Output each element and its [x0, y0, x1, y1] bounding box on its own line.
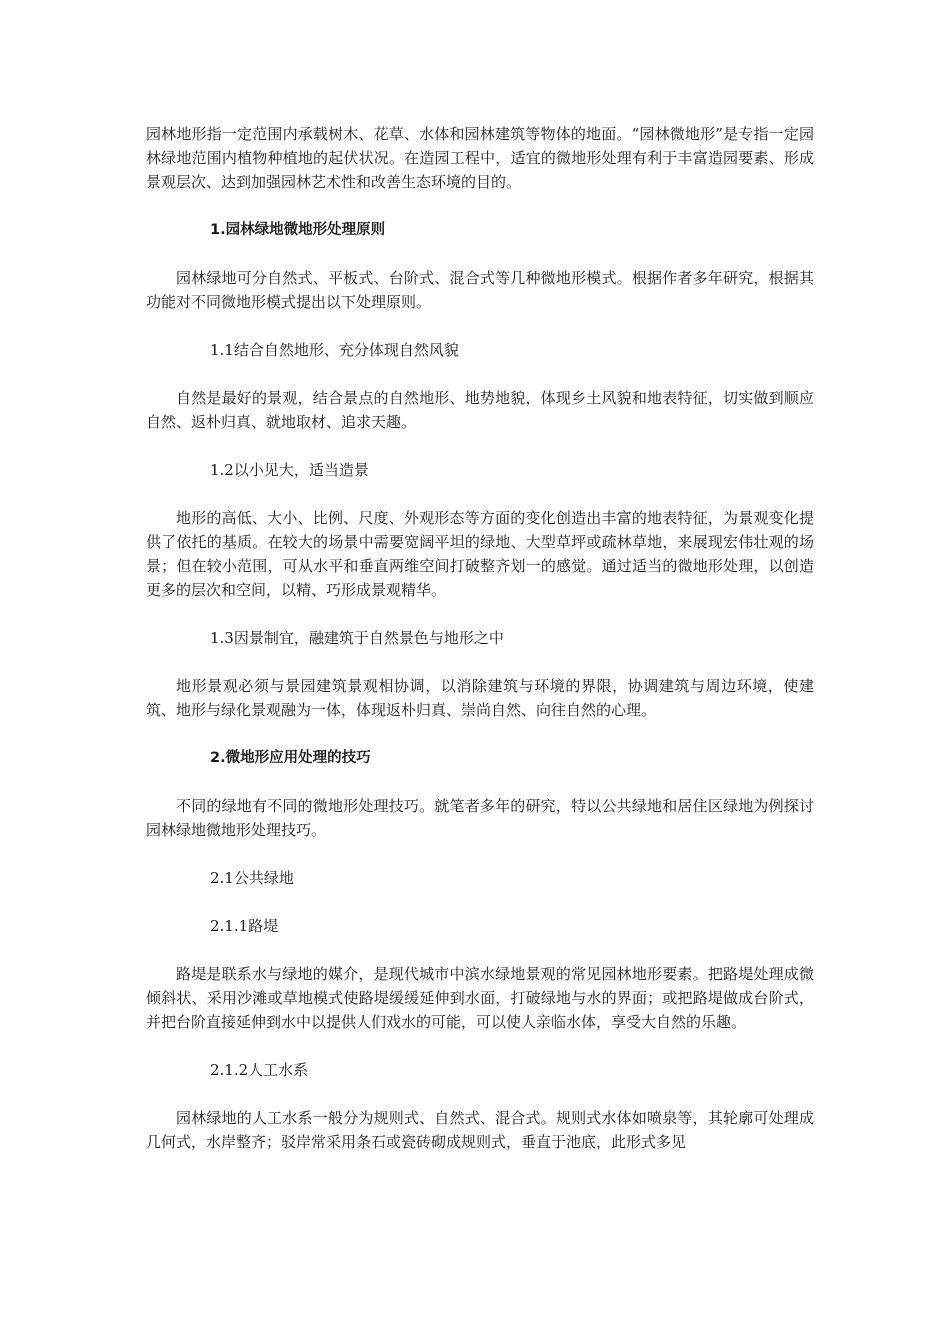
intro-paragraph: 园林地形指一定范围内承载树木、花草、水体和园林建筑等物体的地面。“园林微地形”是专指一定园林绿地范围内植物种植地的起伏状况。在造园工程中，适宜的微地形处理有利于丰富造园要素、形成景观层次、达到加强园林艺术性和改善生态环境的目的。: [146, 125, 814, 191]
section-heading-2: 2.微地形应用处理的技巧: [210, 750, 371, 766]
document-body: [146, 122, 814, 1154]
subsection-heading-2-1-2: 2.1.2人工水系: [210, 1061, 309, 1079]
subsection-heading-2-1-1: 2.1.1路堤: [210, 917, 279, 935]
subsection-heading-1-3: 1.3因景制宜，融建筑于自然景色与地形之中: [210, 629, 504, 647]
section-2-paragraph: 不同的绿地有不同的微地形处理技巧。就笔者多年的研究，特以公共绿地和居住区绿地为例探讨园林绿地微地形处理技巧。: [146, 797, 814, 839]
subsection-2-1-2-paragraph: 园林绿地的人工水系一般分为规则式、自然式、混合式。规则式水体如喷泉等，其轮廓可处理成几何式，水岸整齐；驳岸常采用条石或瓷砖砌成规则式，垂直于池底，此形式多见: [146, 1109, 814, 1151]
subsection-heading-1-2: 1.2以小见大，适当造景: [210, 461, 369, 479]
subsection-1-3-paragraph: 地形景观必须与景园建筑景观相协调，以消除建筑与环境的界限，协调建筑与周边环境，使建筑、地形与绿化景观融为一体，体现返朴归真、崇尚自然、向往自然的心理。: [146, 677, 814, 719]
subsection-1-2-paragraph: 地形的高低、大小、比例、尺度、外观形态等方面的变化创造出丰富的地表特征，为景观变化提供了依托的基质。在较大的场景中需要宽阔平坦的绿地、大型草坪或疏林草地，来展现宏伟壮观的场景；但在较小范围，可从水平和垂直两维空间打破整齐划一的感觉。通过适当的微地形处理，以创造更多的层次和空间，以精、巧形成景观精华。: [146, 509, 814, 599]
subsection-heading-1-1: 1.1结合自然地形、充分体现自然风貌: [210, 341, 459, 359]
subsection-1-1-paragraph: 自然是最好的景观，结合景点的自然地形、地势地貌，体现乡土风貌和地表特征，切实做到顺应自然、返朴归真、就地取材、追求天趣。: [146, 389, 814, 431]
subsection-heading-2-1: 2.1公共绿地: [210, 869, 294, 887]
subsection-2-1-1-paragraph: 路堤是联系水与绿地的媒介，是现代城市中滨水绿地景观的常见园林地形要素。把路堤处理成微倾斜状、采用沙滩或草地模式使路堤缓缓延伸到水面，打破绿地与水的界面；或把路堤做成台阶式，并把台阶直接延伸到水中以提供人们戏水的可能，可以使人亲临水体，享受大自然的乐趣。: [146, 965, 814, 1031]
section-heading-1: 1.园林绿地微地形处理原则: [210, 222, 386, 238]
section-1-paragraph: 园林绿地可分自然式、平板式、台阶式、混合式等几种微地形模式。根据作者多年研究，根据其功能对不同微地形模式提出以下处理原则。: [146, 269, 814, 311]
